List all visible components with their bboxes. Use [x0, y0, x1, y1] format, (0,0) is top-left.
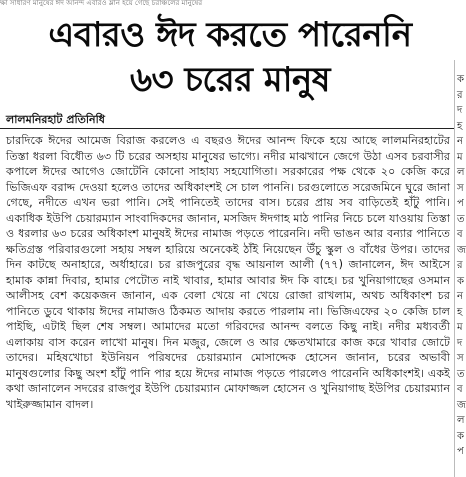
adjacent-column-glyph: স — [457, 182, 464, 194]
adjacent-column-glyph: ল — [457, 167, 465, 178]
byline: লালমনিরহাট প্রতিনিধি — [6, 113, 105, 126]
headline — [10, 12, 450, 102]
adjacent-column-glyph: ত — [457, 368, 465, 380]
adjacent-column-glyph: জ — [457, 399, 466, 411]
adjacent-column-glyph: ল — [457, 415, 465, 426]
adjacent-column-fragment — [457, 72, 465, 460]
cropped-previous-article-line: ক্ষা সাধারণ মানুষের ঈদ আনন্দ এবারও ম্লান হয়ে গেছে চরাঞ্চলের মানুষের — [0, 0, 203, 7]
column-divider — [454, 60, 455, 477]
adjacent-column-glyph: ক — [457, 430, 464, 442]
adjacent-column-glyph: ত — [457, 213, 465, 225]
adjacent-column-glyph: দ — [457, 337, 463, 349]
adjacent-column-glyph: ন — [457, 136, 463, 147]
adjacent-column-glyph: প — [457, 198, 464, 209]
adjacent-column-glyph: ব — [457, 229, 463, 240]
headline-line-1: এবারও ঈদ করতে পারেননি — [48, 15, 412, 55]
adjacent-column-glyph: র — [457, 89, 463, 101]
adjacent-column-glyph: ক — [457, 74, 464, 85]
adjacent-column-glyph: দ — [457, 105, 463, 116]
article-body: চারদিকে ঈদের আমেজ বিরাজ করলেও এ বছরও ঈদের আনন্দ ফিকে হয়ে আছে লালমনিরহাটের তিস্তা ধরলা বিধৌত ৬৩ টি চরের অসহায় মানুষের ভাগ্যে। নদীর মাঝখানে জেগে উঠা এসব চরবাসীর কপালে ঈদের আগেও জোটেনি কোনো সাহায্য সহযোগিতা। সরকারের পক্ষ থেকে ২০ কেজি করে ভিজিএফ বরাদ্দ দেওয়া হলেও তাদের অধিকাংশই সে চাল পাননি। চরগুলোতে সরেজমিনে ঘুরে জানা গেছে, নদীতে এখন ভরা পানি। সেই পানিতেই তাদের বাস। চরের প্রায় সব বাড়িতেই হাঁটু পানি। একাধিক ইউপি চেয়ারম্যান সাংবাদিকদের জানান, মসজিদ ঈদগাহ মাঠ পানির নিচে চলে যাওয়ায় তিস্তা ও ধরলার ৬৩ চরের অধিকাংশ মানুষই ঈদের নামাজ পড়তে পারেননি। নদী ভাঙন আর বন্যার পানিতে ক্ষতিগ্রস্ত পরিবারগুলো সহায় সম্বল হারিয়ে অনেকেই ঠাঁই নিয়েছেন উঁচু স্কুল ও বাঁধের উপর। তাদের দিন কাটছে অনাহারে, অর্ধাহারে। চর রাজপুরের বৃদ্ধ আয়নাল আলী (৭৭) জানালেন, ঈদ আইসে হামাক কান্না দিবার, হামার পেটোত নাই খাবার, হামার আবার ঈদ কি বাহে। চর খুনিয়াগাছের ওসমান আলীসহ বেশ কয়েকজন জানান, এক বেলা খেয়ে না খেয়ে রোজা রাখলাম, অথচ অধিকাংশ চর পানিতে ডুবে থাকায় ঈদের নামাজও ঠিকমত আদায় করতে পারলাম না। ভিজিএফের ২০ কেজি চাল পাইছি, এটাই ছিল শেষ সম্বল। আমাদের মতো গরিবদের আনন্দ বলতে কিছু নাই। নদীর মধ্যবর্তী এলাকায় বাস করেন লাখো মানুষ। দিন মজুর, জেলে ও আর ক্ষেতখামারে কাজ করে খাবার জোটে তাদের। মহিষখোচা ইউনিয়ন পরিষদের চেয়ারম্যান মোসাদ্দেক হোসেন জানান, চরের অভাবী মানুষগুলোর কিছু অংশ হাঁটু পানি পার হয়ে ঈদের নামাজ পড়তে পারলেও পারেননি অধিকাংশই। একই কথা জানালেন সদরের রাজপুর ইউপি চেয়ারম্যান মোফাজ্জল হোসেন ও খুনিয়াগাছ ইউপির চেয়ারম্যান খাইরুজ্জামান বাদল। — [6, 134, 450, 411]
adjacent-column-glyph: ম — [457, 151, 463, 163]
adjacent-column-glyph: ক — [457, 275, 464, 287]
adjacent-column-glyph: র — [457, 260, 463, 271]
adjacent-column-glyph: প — [457, 446, 464, 457]
adjacent-column-glyph: জ — [457, 244, 466, 256]
adjacent-column-glyph: স — [457, 353, 464, 364]
adjacent-column-glyph: ব — [457, 384, 463, 395]
headline-line-2: ৬৩ চরের মানুষ — [129, 60, 331, 100]
adjacent-column-glyph: হ — [457, 120, 463, 132]
adjacent-column-glyph: ন — [457, 291, 463, 302]
byline-divider — [0, 128, 455, 129]
adjacent-column-glyph: হ — [457, 306, 463, 318]
adjacent-column-glyph: ম — [457, 322, 463, 333]
